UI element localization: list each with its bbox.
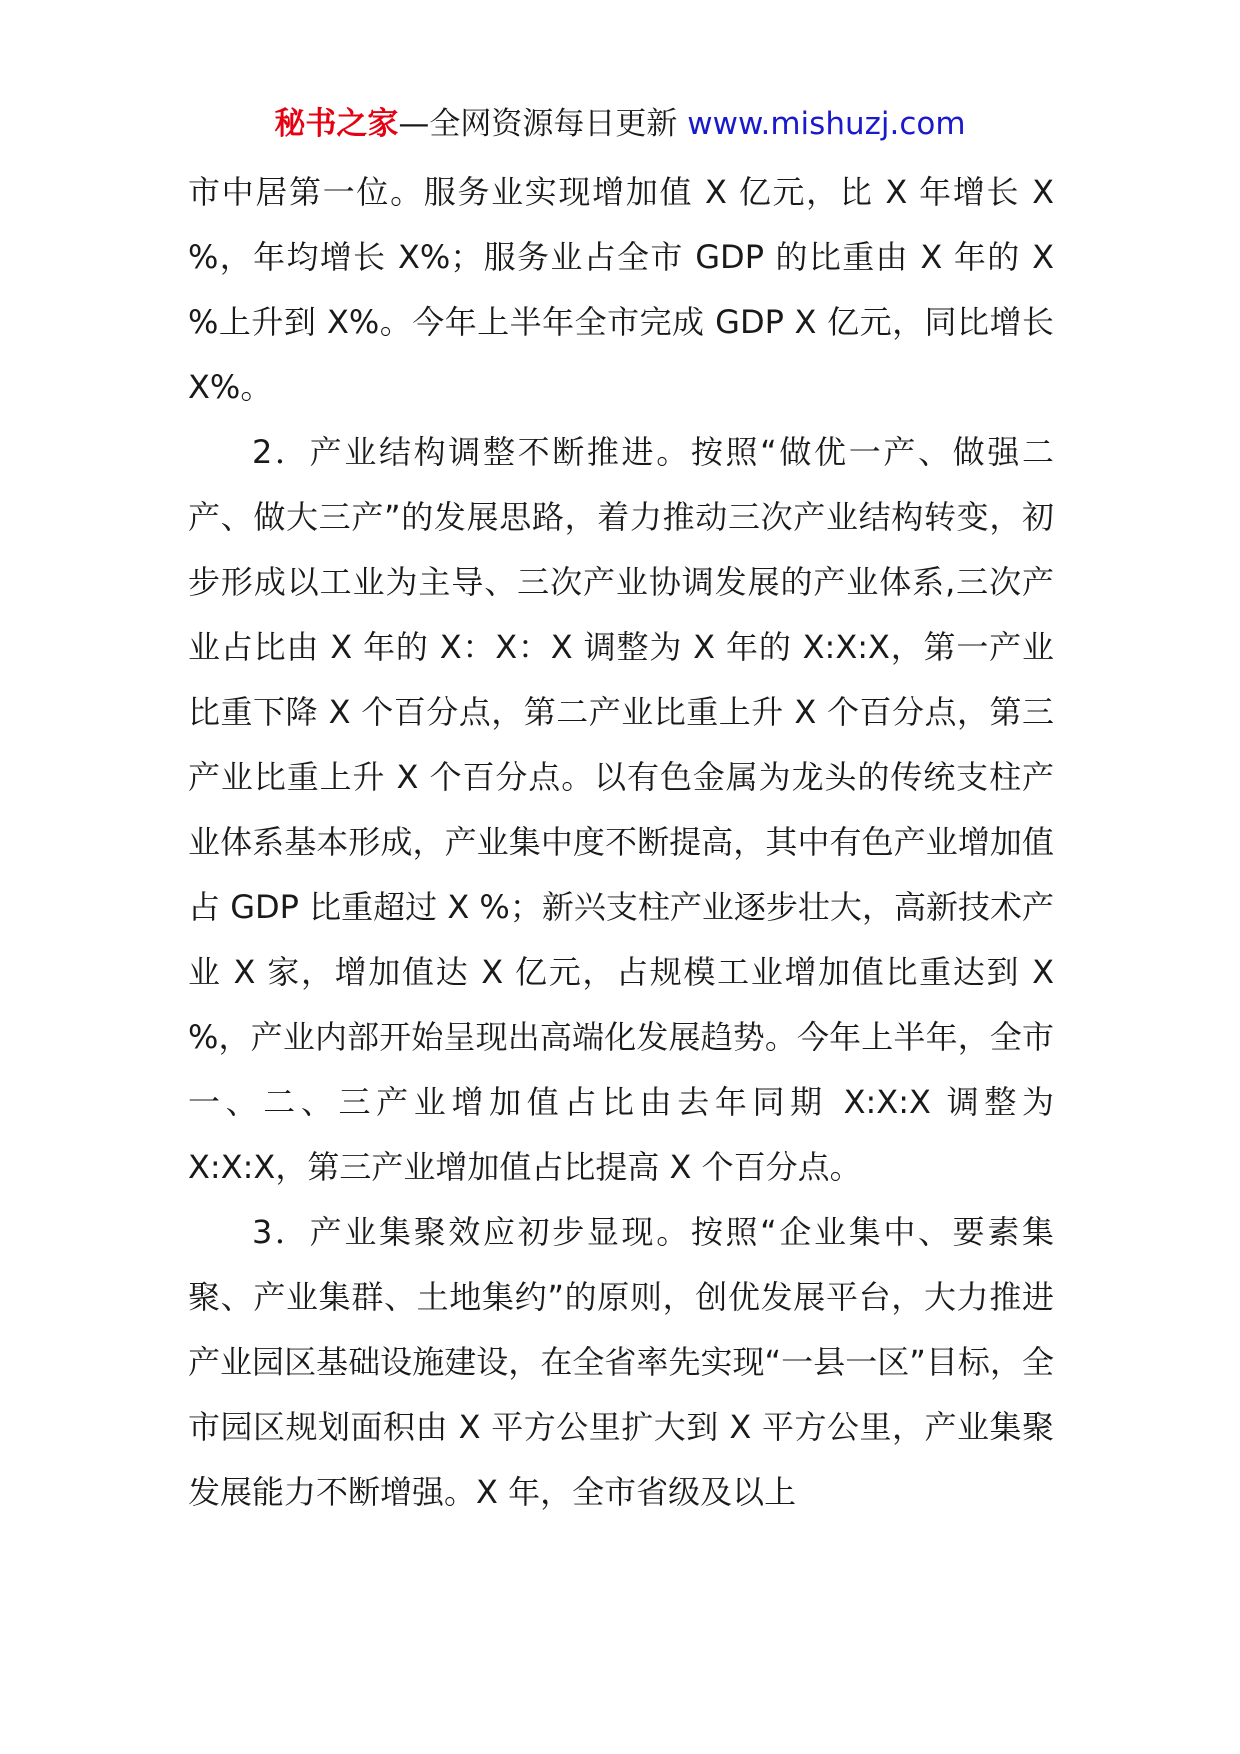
page-header	[0, 102, 1240, 146]
paragraph-continued: 市中居第一位。服务业实现增加值 X 亿元，比 X 年增长 X %，年均增长 X%；服务业占全市 GDP 的比重由 X 年的 X %上升到 X%。今年上半年全市完成 GDP X 亿元，同比增长 X%。	[188, 173, 1054, 406]
paragraph-industrial-structure: 2．产业结构调整不断推进。按照“做优一产、做强二产、做大三产”的发展思路，着力推动三次产业结构转变，初步形成以工业为主导、三次产业协调发展的产业体系,三次产业占比由 X 年的 X：X：X 调整为 X 年的 X:X:X，第一产业比重下降 X 个百分点，第二产业比重上升 X 个百分点，第三产业比重上升 X 个百分点。以有色金属为龙头的传统支柱产业体系基本形成，产业集中度不断提高，其中有色产业增加值占 GDP 比重超过 X %；新兴支柱产业逐步壮大，高新技术产业 X 家，增加值达 X 亿元，占规模工业增加值比重达到 X %，产业内部开始呈现出高端化发展趋势。今年上半年，全市一、二、三产业增加值占比由去年同期 X:X:X 调整为 X:X:X，第三产业增加值占比提高 X 个百分点。	[188, 433, 1054, 1186]
paragraph-industrial-clustering: 3．产业集聚效应初步显现。按照“企业集中、要素集聚、产业集群、土地集约”的原则，创优发展平台，大力推进产业园区基础设施建设，在全省率先实现“一县一区”目标，全市园区规划面积由 X 平方公里扩大到 X 平方公里，产业集聚发展能力不断增强。X 年，全市省级及以上	[188, 1213, 1054, 1511]
document-body	[188, 160, 1054, 1525]
brand-name: 秘书之家	[274, 106, 399, 142]
site-url-link[interactable]: www.mishuzj.com	[687, 106, 966, 142]
header-slogan: —全网资源每日更新	[398, 106, 688, 142]
